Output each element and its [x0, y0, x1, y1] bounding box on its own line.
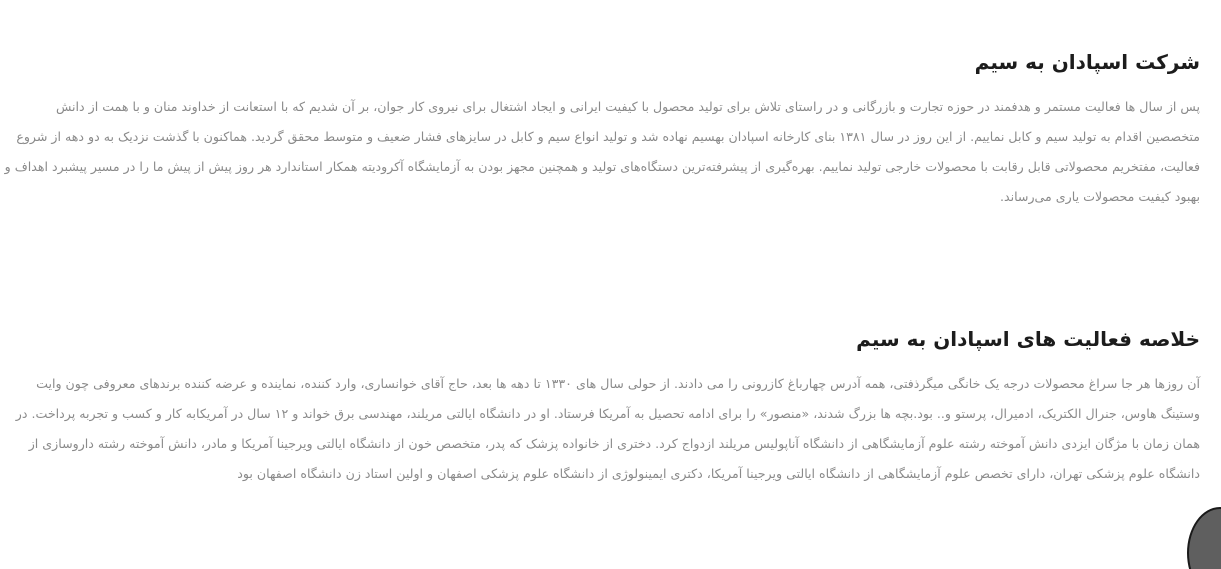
floating-action-button[interactable] — [1187, 507, 1221, 569]
section-title-activities: خلاصه فعالیت های اسپادان به سیم — [856, 327, 1200, 351]
about-company-section — [4, 46, 1200, 212]
section-body-company: پس از سال ها فعالیت مستمر و هدفمند در حوزه تجارت و بازرگانی و در راستای تلاش برای تولید محصول با کیفیت ایرانی و ایجاد اشتغال برای نیروی کار جوان، بر آن شدیم که با استعانت از خداوند منان و با همت از دانش متخصصین اقدام به تولید سیم و کابل نماییم. از این روز در سال ۱۳۸۱ بنای کارخانه اسپادان بهسیم نهاده شد و تولید انواع سیم و کابل در سایزهای فشار ضعیف و متوسط محقق گردید. هماکنون با گذشت نزدیک به دو دهه از شروع فعالیت، مفتخریم محصولاتی قابل رقابت با محصولات خارجی تولید نماییم. بهره‌گیری از پیشرفته‌ترین دستگاه‌های تولید و همچنین مجهز بودن به آزمایشگاه آکرودیته همکار استاندارد هر روز پیش از پیش ما را در مسیر پیشبرد اهداف و بهبود کیفیت محصولات یاری می‌رساند. — [4, 99, 1200, 204]
section-title-company: شرکت اسپادان به سیم — [974, 50, 1200, 74]
section-body-activities: آن روزها هر جا سراغ محصولات درجه یک خانگی میگرذفتی، همه آدرس چهارباغ کازرونی را می دادند. از حولی سال های ۱۳۳۰ تا دهه ها بعد، حاج آقای خوانساری، وارد کننده، نماینده و عرضه کننده برندهای معروفی چون وایت وستینگ هاوس، جنرال الکتریک، ادمیرال، پرستو و.. بود.بچه ها بزرگ شدند، «منصور» را برای ادامه تحصیل به آمریکا فرستاد. او در دانشگاه ایالتی مریلند، مهندسی برق خواند و ۱۲ سال در آمریکابه کار و کسب و تجربه پرداخت. در همان زمان با مژگان ایزدی دانش آموخته رشته علوم آزمایشگاهی از دانشگاه آناپولیس مریلند ازدواج کرد. دختری از خانواده پزشک که پدر، متخصص خون از دانشگاه ایالتی ویرجینا آمریکا و مادر، دانش آموخته رشته داروسازی از دانشگاه علوم پزشکی تهران، دارای تخصص علوم آزمایشگاهی از دانشگاه ایالتی ویرجینا آمریکا، دکتری ایمینولوژی از دانشگاه علوم پزشکی اصفهان و اولین استاد زن دانشگاه اصفهان بود — [15, 376, 1200, 481]
activities-summary-section — [4, 323, 1200, 489]
